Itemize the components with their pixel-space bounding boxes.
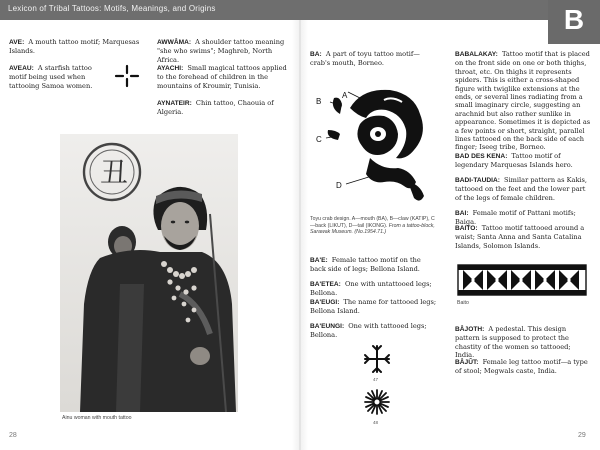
entry-term: BAD DES KENA:: [455, 153, 508, 160]
entry-definition: Small magical tattoos applied to the forehead of children in the mountains of Kroumir, Tunisia.: [157, 64, 287, 90]
entry-ayachi: [157, 64, 291, 90]
ainu-woman-photo: [60, 134, 238, 412]
svg-text:丑: 丑: [100, 156, 129, 189]
entry-aveau: [9, 64, 103, 90]
entry-term: BA:: [310, 51, 322, 58]
entry-definition: Tattoo motif of legendary Marquesas Islands hero.: [455, 152, 573, 170]
entry-definition: Female motif of Pattani motifs; Baiga.: [455, 209, 576, 227]
entry-term: BAI:: [455, 210, 469, 217]
entry-definition: Female leg tattoo motif—a type of stool; Megwals caste, India.: [455, 358, 588, 376]
page-number-left: 28: [9, 432, 17, 439]
entry-bae: [310, 256, 438, 274]
starfish-motif-icon: [114, 64, 140, 88]
entry-bajoth: [455, 325, 591, 360]
crab-label-c: C: [316, 135, 322, 144]
crab-caption-text: Toyu crab design. A—mouth (BA), B—claw (KATIP), C—back (LIKUT), D—tail (IKONG).: [310, 216, 435, 229]
baito-band-pattern-icon: [457, 264, 587, 296]
toyu-crab-design-icon: [310, 74, 440, 208]
entry-term: BA'ETEA:: [310, 281, 341, 288]
photo-caption: Ainu woman with mouth tattoo: [62, 415, 132, 421]
entry-awwama: [157, 38, 291, 64]
entry-term: AWWÂMA:: [157, 39, 192, 46]
page-number-right: 29: [578, 432, 586, 439]
sun-radial-motif-icon: [362, 386, 392, 426]
running-header: [0, 0, 600, 20]
entry-definition: Similar pattern as Kakis, tattooed on the feet and the lower part of the legs of female children.: [455, 176, 588, 202]
entry-aynateir: [157, 99, 291, 117]
crab-caption: [310, 216, 438, 236]
entry-definition: The name for tattooed legs; Bellona Island.: [310, 298, 437, 316]
crab-label-a: A: [342, 91, 348, 100]
entry-term: BA'E:: [310, 257, 328, 264]
entry-definition: One with untattooed legs; Bellona.: [310, 280, 432, 298]
crab-label-b: B: [316, 97, 322, 106]
entry-baito: [455, 224, 591, 250]
entry-definition: A mouth tattoo motif; Marquesas Islands.: [9, 38, 140, 56]
entry-term: BAITO:: [455, 225, 478, 232]
baito-caption: Baito: [457, 300, 469, 306]
entry-term: BA'EUNGI:: [310, 323, 345, 330]
entry-babalakay: [455, 50, 591, 152]
glyph-label-47: 47: [373, 377, 379, 382]
glyph-label-48: 48: [373, 420, 379, 425]
entry-definition: A pedestal. This design pattern is supposed to protect the chastity of the women so tattooed; India.: [455, 325, 571, 360]
entry-bad-des-kena: [455, 152, 591, 170]
entry-definition: One with tattooed legs; Bellona.: [310, 322, 427, 340]
crab-label-d: D: [336, 181, 342, 190]
entry-baetea: [310, 280, 438, 298]
entry-term: AYNATEIR:: [157, 100, 192, 107]
entry-term: BADI-TAUDIA:: [455, 177, 500, 184]
gutter-line: [299, 20, 301, 450]
entry-term: AVEAU:: [9, 65, 34, 72]
entry-term: BÂJÛT:: [455, 359, 479, 366]
entry-term: BÂJOTH:: [455, 326, 485, 333]
entry-definition: A starfish tattoo motif being used when tattooing Samoa women.: [9, 64, 93, 90]
section-letter-tab: B: [548, 0, 600, 44]
entry-definition: A part of toyu tattoo motif—crab's mouth, Borneo.: [310, 50, 420, 68]
photo-illustration: [60, 134, 238, 412]
entry-definition: Tattoo motif that is placed on the front side on one or both thighs, throat, etc. On thighs it represents spiders. This is either a cross-shaped figure with twiglike extensions at the ends, or several lines radiating from a small imaginary circle, suggesting an arachnid but also rather sunlike in appearance. Sometimes it is depicted as a few points or short, straight, parallel lines tattooed on the back side of each finger; Iseeg tribe, Borneo.: [455, 50, 591, 152]
entry-ave: [9, 38, 141, 56]
entry-baeugi: [310, 298, 438, 316]
entry-badi-taudia: [455, 176, 591, 202]
entry-bajut: [455, 358, 591, 376]
entry-term: BABALAKAY:: [455, 51, 498, 58]
entry-term: AYACHI:: [157, 65, 184, 72]
entry-ba: [310, 50, 438, 68]
cross-twig-motif-icon: [362, 342, 392, 382]
entry-baeungi: [310, 322, 438, 340]
entry-term: BA'EUGI:: [310, 299, 340, 306]
entry-definition: A shoulder tattoo meaning "she who swims"; Maghreb, North Africa.: [157, 38, 285, 64]
entry-term: AVE:: [9, 39, 25, 46]
crab-caption-source: From a tattoo-block, Sarawak Museum. (No.1954.71.): [310, 222, 435, 236]
running-header-title: Lexicon of Tribal Tattoos: Motifs, Meanings, and Origins: [8, 4, 216, 13]
entry-definition: Tattoo motif tattooed around a waist; Santa Anna and Santa Catalina Islands, Solomon Islands.: [455, 224, 585, 250]
entry-definition: Female tattoo motif on the back side of legs; Bellona Island.: [310, 256, 421, 274]
entry-definition: Chin tattoo, Chaouia of Algeria.: [157, 99, 274, 117]
